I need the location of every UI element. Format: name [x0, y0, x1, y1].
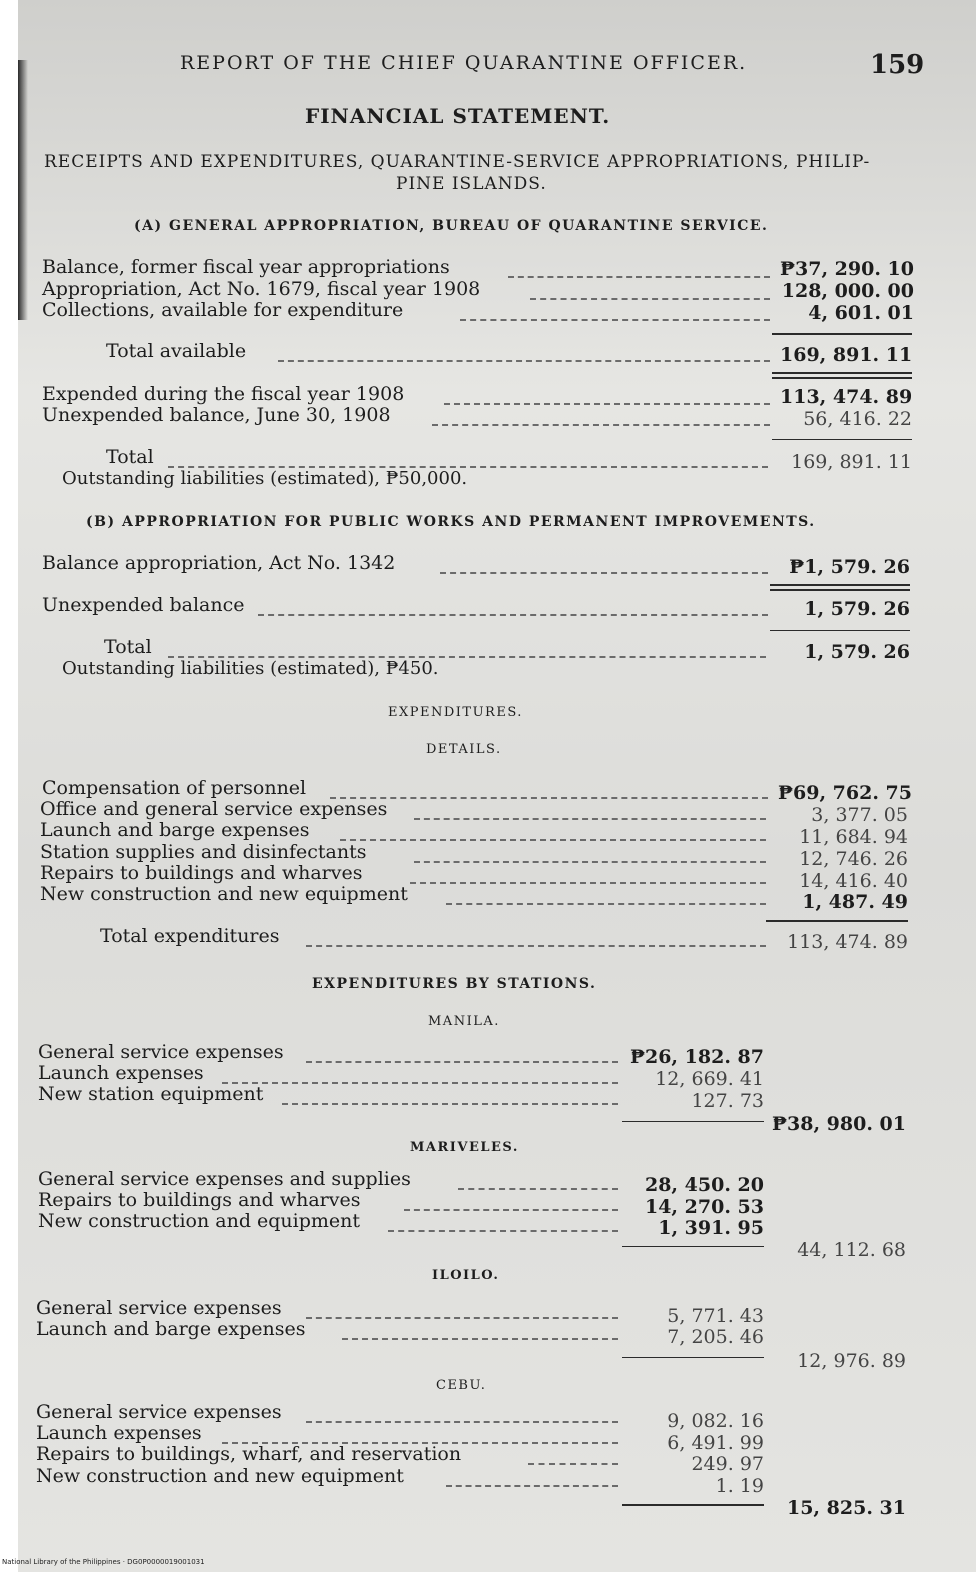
station-name-cebu: CEBU.: [436, 1378, 487, 1393]
leader-dots: [404, 1209, 618, 1211]
station-row-amount: 12, 669. 41: [655, 1068, 764, 1090]
station-row-label: General service expenses: [36, 1401, 282, 1423]
station-total-cebu: 15, 825. 31: [786, 1497, 906, 1519]
page-title: FINANCIAL STATEMENT.: [305, 104, 611, 128]
station-row-amount: 9, 082. 16: [667, 1410, 764, 1432]
expenditure-row-amount: 3, 377. 05: [811, 804, 908, 826]
leader-dots: [432, 424, 770, 426]
leader-dots: [340, 839, 766, 841]
expenditure-row-label: Compensation of personnel: [42, 777, 307, 799]
total-expenditures-label: Total expenditures: [100, 925, 280, 947]
section-b-row-label: Balance appropriation, Act No. 1342: [42, 552, 396, 574]
by-stations-heading: EXPENDITURES BY STATIONS.: [312, 976, 597, 992]
section-b-total-amount: 1, 579. 26: [804, 641, 910, 663]
leader-dots: [278, 360, 770, 362]
total-available-amount: 169, 891. 11: [780, 344, 913, 366]
expenditure-row-amount: 14, 416. 40: [799, 870, 908, 892]
section-a-row-label: Collections, available for expenditure: [42, 299, 404, 321]
sum-rule: [622, 1357, 764, 1358]
station-row-amount: 1. 19: [715, 1475, 764, 1497]
station-row-amount: ₱26, 182. 87: [629, 1046, 764, 1068]
expenditure-row-label: Repairs to buildings and wharves: [40, 862, 363, 884]
double-rule: [770, 589, 910, 591]
leader-dots: [330, 797, 768, 799]
section-a-row-amount: 128, 000. 00: [781, 280, 914, 302]
section-b-total-label: Total: [104, 636, 152, 658]
expenditure-row-label: New construction and new equipment: [40, 883, 408, 905]
station-row-label: General service expenses: [38, 1041, 284, 1063]
scan-footer: National Library of the Philippines · DG0P0000019001031: [2, 1558, 205, 1566]
station-row-amount: 28, 450. 20: [644, 1174, 764, 1196]
leader-dots: [446, 903, 766, 905]
station-row-label: Launch expenses: [36, 1422, 202, 1444]
leader-dots: [530, 298, 770, 300]
total-available-label: Total available: [106, 340, 247, 362]
section-a-row-amount: 113, 474. 89: [780, 386, 913, 408]
station-row-amount: 14, 270. 53: [644, 1196, 764, 1218]
expenditure-row-label: Launch and barge expenses: [40, 819, 310, 841]
leader-dots: [444, 403, 770, 405]
expenditure-row-amount: ₱69, 762. 75: [778, 782, 913, 804]
section-a-row-label: Expended during the fiscal year 1908: [42, 383, 405, 405]
section-a-row-label: Balance, former fiscal year appropriations: [42, 256, 450, 278]
leader-dots: [306, 945, 766, 947]
details-heading: DETAILS.: [426, 742, 502, 757]
sum-rule: [772, 333, 912, 335]
leader-dots: [306, 1317, 618, 1319]
subtitle-line-1: RECEIPTS AND EXPENDITURES, QUARANTINE-SERVICE APPROPRIATIONS, PHILIP-: [44, 152, 871, 172]
station-row-label: General service expenses: [36, 1297, 282, 1319]
sum-rule: [622, 1121, 764, 1122]
scan-margin: [0, 0, 18, 1572]
leader-dots: [414, 861, 766, 863]
expenditures-heading: EXPENDITURES.: [388, 705, 523, 720]
leader-dots: [410, 882, 766, 884]
leader-dots: [306, 1061, 618, 1063]
leader-dots: [342, 1338, 618, 1340]
double-rule: [770, 584, 910, 586]
expenditure-row-label: Station supplies and disinfectants: [40, 841, 367, 863]
station-row-amount: 1, 391. 95: [658, 1217, 764, 1239]
station-row-amount: 249. 97: [691, 1453, 764, 1475]
station-name-manila: MANILA.: [428, 1014, 500, 1029]
leader-dots: [460, 319, 770, 321]
double-rule: [772, 372, 912, 374]
section-a-row-amount: 4, 601. 01: [808, 302, 914, 324]
leader-dots: [414, 818, 766, 820]
binding-shadow: [18, 60, 28, 320]
subtitle-line-2: PINE ISLANDS.: [396, 174, 547, 194]
outstanding-liabilities: Outstanding liabilities (estimated), ₱50,000.: [62, 468, 468, 489]
sum-rule: [622, 1246, 764, 1247]
section-a-row-label: Appropriation, Act No. 1679, fiscal year 1908: [42, 278, 481, 300]
station-row-amount: 7, 205. 46: [667, 1326, 764, 1348]
leader-dots: [282, 1103, 618, 1105]
leader-dots: [508, 276, 770, 278]
section-b-row-label: Unexpended balance: [42, 594, 245, 616]
section-a-total-amount: 169, 891. 11: [791, 451, 912, 473]
leader-dots: [446, 1485, 618, 1487]
sum-rule: [622, 1504, 764, 1506]
sum-rule: [772, 439, 912, 440]
section-b-row-amount: ₱1, 579. 26: [789, 556, 910, 578]
station-row-amount: 5, 771. 43: [667, 1305, 764, 1327]
page-number: 159: [870, 50, 925, 80]
section-a-row-amount: 56, 416. 22: [803, 408, 912, 430]
station-row-label: Launch expenses: [38, 1062, 204, 1084]
station-row-label: Repairs to buildings and wharves: [38, 1189, 361, 1211]
leader-dots: [388, 1230, 618, 1232]
station-total-mariveles: 44, 112. 68: [797, 1239, 906, 1261]
station-name-iloilo: ILOILO.: [432, 1268, 500, 1283]
leader-dots: [528, 1463, 618, 1465]
station-row-amount: 127. 73: [691, 1090, 764, 1112]
outstanding-liabilities: Outstanding liabilities (estimated), ₱450.: [62, 658, 439, 679]
station-row-label: General service expenses and supplies: [38, 1168, 411, 1190]
section-a-total-label: Total: [106, 446, 154, 468]
station-name-mariveles: MARIVELES.: [410, 1140, 519, 1155]
station-row-label: Launch and barge expenses: [36, 1318, 306, 1340]
double-rule: [772, 377, 912, 379]
section-b-heading: (B) APPROPRIATION FOR PUBLIC WORKS AND PERMANENT IMPROVEMENTS.: [86, 514, 816, 530]
station-row-label: New station equipment: [38, 1083, 264, 1105]
section-b-row-amount: 1, 579. 26: [804, 598, 910, 620]
section-a-heading: (A) GENERAL APPROPRIATION, BUREAU OF QUARANTINE SERVICE.: [134, 218, 769, 234]
leader-dots: [222, 1082, 618, 1084]
section-a-row-amount: ₱37, 290. 10: [780, 258, 915, 280]
expenditure-row-amount: 12, 746. 26: [799, 848, 908, 870]
station-row-label: New construction and new equipment: [36, 1465, 404, 1487]
sum-rule: [770, 630, 910, 631]
leader-dots: [458, 1188, 618, 1190]
leader-dots: [306, 1421, 618, 1423]
leader-dots: [258, 614, 768, 616]
station-row-label: Repairs to buildings, wharf, and reservation: [36, 1443, 462, 1465]
expenditure-row-label: Office and general service expenses: [40, 798, 388, 820]
expenditure-row-amount: 1, 487. 49: [802, 891, 908, 913]
running-head: REPORT OF THE CHIEF QUARANTINE OFFICER.: [180, 52, 748, 74]
total-expenditures-amount: 113, 474. 89: [787, 931, 908, 953]
station-row-amount: 6, 491. 99: [667, 1432, 764, 1454]
expenditure-row-amount: 11, 684. 94: [799, 826, 908, 848]
leader-dots: [440, 572, 768, 574]
section-a-row-label: Unexpended balance, June 30, 1908: [42, 404, 391, 426]
sum-rule: [766, 920, 908, 922]
station-total-iloilo: 12, 976. 89: [797, 1350, 906, 1372]
station-total-manila: ₱38, 980. 01: [772, 1113, 907, 1135]
station-row-label: New construction and equipment: [38, 1210, 361, 1232]
